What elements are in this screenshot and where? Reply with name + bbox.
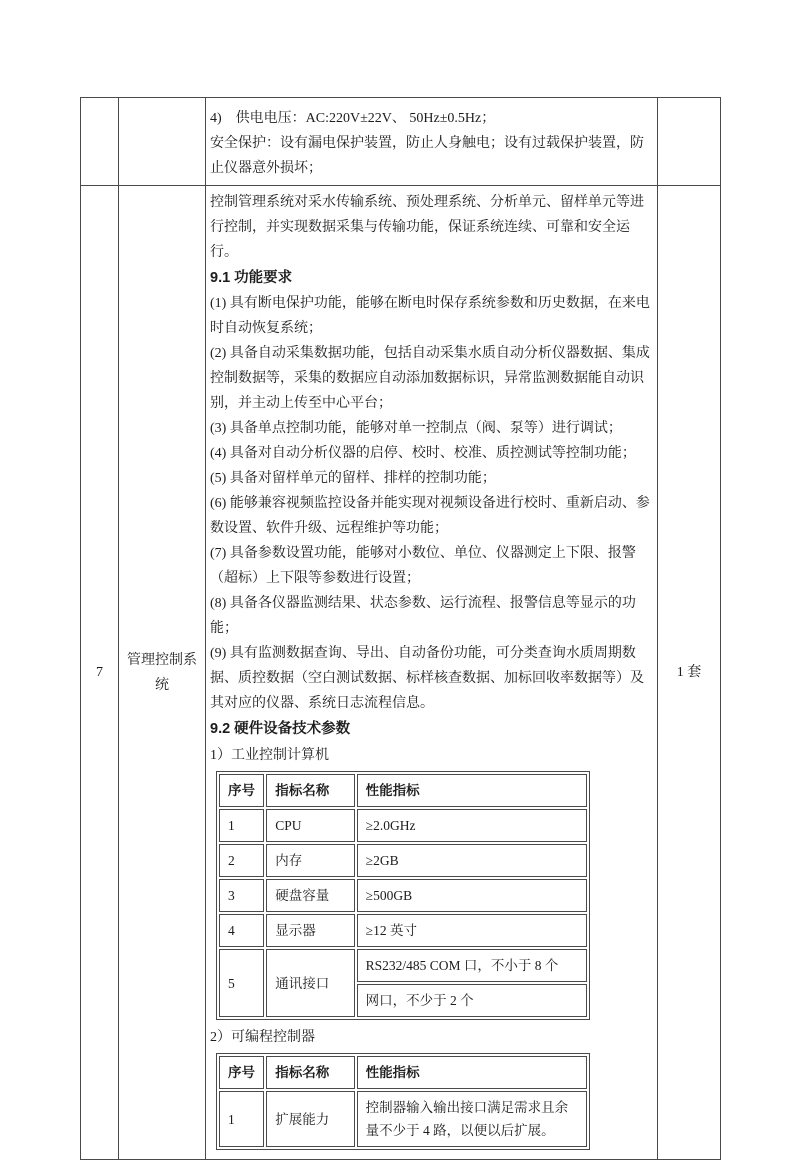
item-name: 管理控制系统	[119, 186, 206, 1160]
row-spec: ≥2GB	[357, 844, 587, 877]
row-seq: 1	[219, 809, 264, 842]
power-voltage-line: 4) 供电电压：AC:220V±22V、 50Hz±0.5Hz；	[210, 111, 496, 126]
row-name: 显示器	[266, 914, 354, 947]
row-seq: 4	[219, 914, 264, 947]
feature-item-4: (4) 具备对自动分析仪器的启停、校时、校准、质控测试等控制功能；	[210, 446, 636, 461]
section-title-hardware-parameters: 9.2 硬件设备技术参数	[210, 721, 351, 737]
safety-protection-line: 安全保护：设有漏电保护装置，防止人身触电；设有过载保护装置，防止仪器意外损坏；	[210, 136, 644, 176]
table-row	[219, 879, 587, 912]
feature-item-3: (3) 具备单点控制功能，能够对单一控制点（阀、泵等）进行调试；	[210, 421, 622, 436]
row-seq: 1	[219, 1091, 264, 1147]
table-row	[81, 98, 721, 186]
header-indicator-name: 指标名称	[266, 774, 354, 807]
feature-item-9: (9) 具有监测数据查询、导出、自动备份功能，可分类查询水质周期数据、质控数据（空白测试数据、标样核查数据、加标回收率数据等）及其对应的仪器、系统日志流程信息。	[210, 646, 644, 711]
header-performance: 性能指标	[357, 1056, 587, 1089]
table-header-row	[219, 774, 587, 807]
feature-item-8: (8) 具备各仪器监测结果、状态参数、运行流程、报警信息等显示的功能；	[210, 596, 636, 636]
power-supply-cell	[206, 98, 658, 186]
plc-table-title: 2）可编程控制器	[210, 1030, 315, 1045]
item-seq: 7	[81, 186, 119, 1160]
feature-item-7: (7) 具备参数设置功能，能够对小数位、单位、仪器测定上下限、报警（超标）上下限等参数进行设置；	[210, 546, 636, 586]
row-spec: ≥12 英寸	[357, 914, 587, 947]
row-seq: 3	[219, 879, 264, 912]
header-performance: 性能指标	[357, 774, 587, 807]
row-spec: ≥500GB	[357, 879, 587, 912]
row-spec-com-ports: RS232/485 COM 口，不小于 8 个	[357, 949, 587, 982]
qty-cell-empty	[658, 98, 721, 186]
table-row	[219, 1091, 587, 1147]
row-name: 硬盘容量	[266, 879, 354, 912]
row-name: 内存	[266, 844, 354, 877]
seq-cell-empty	[81, 98, 119, 186]
row-spec: 控制器输入输出接口满足需求且余量不少于 4 路，以便以后扩展。	[357, 1091, 587, 1147]
feature-item-1: (1) 具有断电保护功能，能够在断电时保存系统参数和历史数据，在来电时自动恢复系统；	[210, 296, 650, 336]
table-row	[219, 809, 587, 842]
programmable-controller-table	[216, 1053, 590, 1150]
row-spec: ≥2.0GHz	[357, 809, 587, 842]
table-row	[219, 949, 587, 982]
feature-item-5: (5) 具备对留样单元的留样、排样的控制功能；	[210, 471, 496, 486]
row-spec-network-ports: 网口，不少于 2 个	[357, 984, 587, 1017]
intro-paragraph: 控制管理系统对采水传输系统、预处理系统、分析单元、留样单元等进行控制，并实现数据采集与传输功能，保证系统连续、可靠和安全运行。	[210, 195, 644, 260]
table-row	[81, 186, 721, 1160]
row-seq: 5	[219, 949, 264, 1017]
item-description-cell	[206, 186, 658, 1160]
name-cell-empty	[119, 98, 206, 186]
feature-item-6: (6) 能够兼容视频监控设备并能实现对视频设备进行校时、重新启动、参数设置、软件升级、远程维护等功能；	[210, 496, 650, 536]
row-name: 扩展能力	[266, 1091, 354, 1147]
spec-table	[80, 97, 721, 1160]
header-seq: 序号	[219, 774, 264, 807]
header-indicator-name: 指标名称	[266, 1056, 354, 1089]
computer-table-title: 1）工业控制计算机	[210, 748, 329, 763]
industrial-computer-table	[216, 771, 590, 1020]
table-row	[219, 914, 587, 947]
feature-item-2: (2) 具备自动采集数据功能，包括自动采集水质自动分析仪器数据、集成控制数据等，采集的数据应自动添加数据标识，异常监测数据能自动识别，并主动上传至中心平台；	[210, 346, 650, 411]
table-header-row	[219, 1056, 587, 1089]
section-title-functional-requirements: 9.1 功能要求	[210, 270, 293, 286]
item-quantity: 1 套	[658, 186, 721, 1160]
header-seq: 序号	[219, 1056, 264, 1089]
table-row	[219, 844, 587, 877]
row-seq: 2	[219, 844, 264, 877]
row-name: CPU	[266, 809, 354, 842]
row-name: 通讯接口	[266, 949, 354, 1017]
